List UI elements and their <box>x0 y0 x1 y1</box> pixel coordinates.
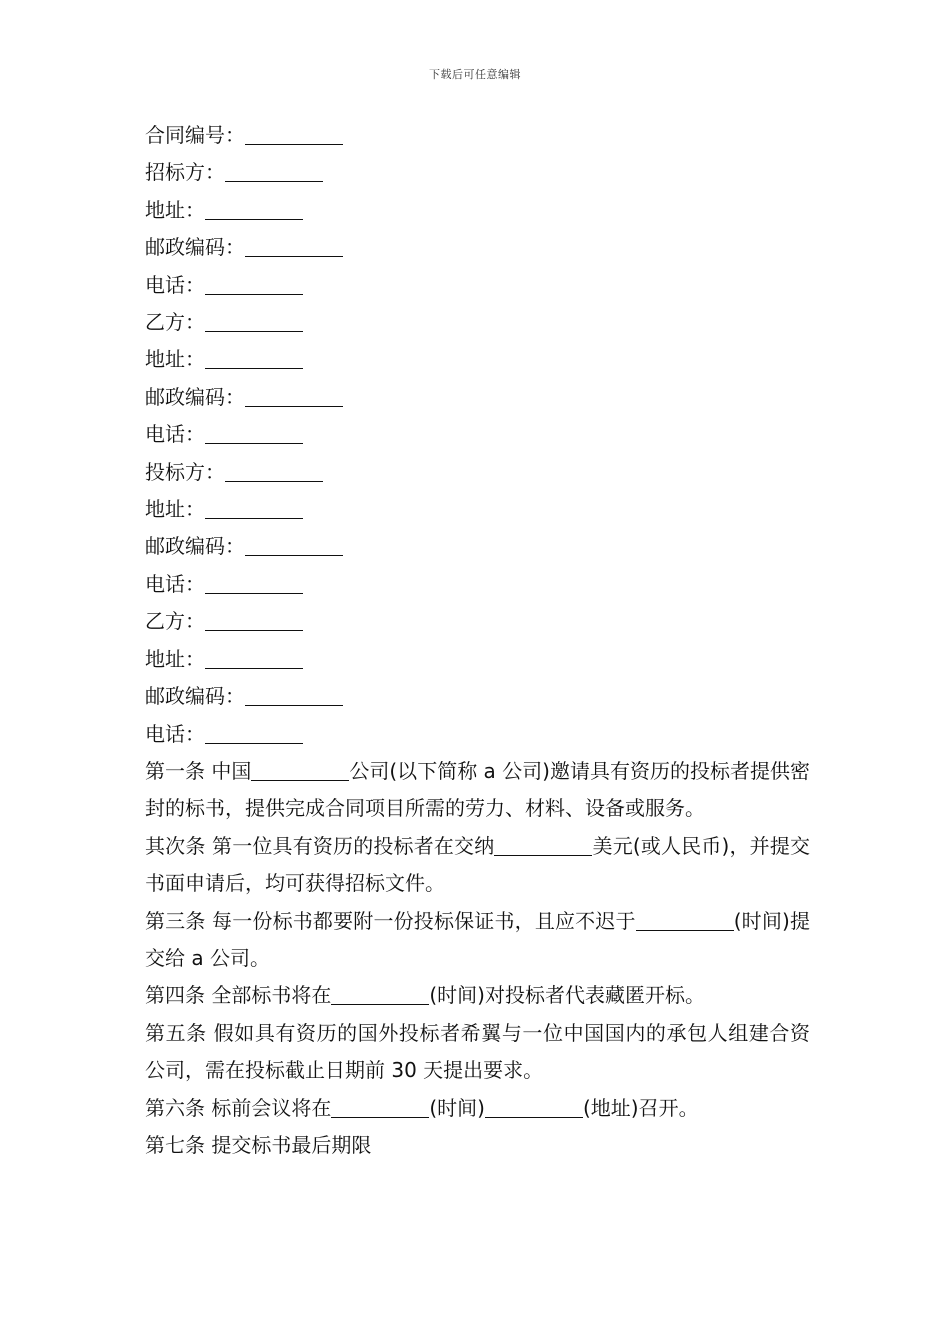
field-label: 邮政编码： <box>145 235 245 260</box>
field-address <box>145 192 810 229</box>
blank-line <box>205 311 303 332</box>
contract-body <box>145 117 810 1164</box>
blank-line <box>205 610 303 631</box>
field-phone <box>145 716 810 753</box>
field-party-b <box>145 603 810 640</box>
blank-line <box>205 723 303 744</box>
blank-line <box>494 835 592 856</box>
field-label: 电话： <box>145 571 205 596</box>
field-label: 招标方： <box>145 160 225 185</box>
blank-line <box>205 274 303 295</box>
blank-line <box>245 386 343 407</box>
field-party-b <box>145 304 810 341</box>
article-5: 第五条 假如具有资历的国外投标者希翼与一位中国国内的承包人组建合资公司，需在投标截止日期前 30 天提出要求。 <box>145 1020 810 1083</box>
field-phone <box>145 566 810 603</box>
article-2: 其次条 第一位具有资历的投标者在交纳 美元(或人民币)，并提交书面申请后，均可获得招标文件。 <box>145 833 811 896</box>
field-address <box>145 641 810 678</box>
field-label: 地址： <box>145 347 205 372</box>
blank-line <box>205 648 303 669</box>
field-label: 合同编号： <box>145 123 245 147</box>
blank-line <box>205 423 303 444</box>
field-address <box>145 341 810 378</box>
article-7: 第七条 提交标书最后期限 <box>145 1132 372 1157</box>
blank-line <box>331 984 429 1005</box>
field-tenderer <box>145 154 810 191</box>
field-label: 地址： <box>145 497 205 522</box>
blank-line <box>245 685 343 706</box>
article-1: 第一条 中国 公司(以下简称 a 公司)邀请具有资历的投标者提供密封的标书，提供完成合同项目所需的劳力、材料、设备或服务。 <box>145 758 811 821</box>
field-contract-number <box>145 117 810 154</box>
article-6: 第六条 标前会议将在 (时间) (地址)召开。 <box>145 1095 699 1120</box>
blank-line <box>225 461 323 482</box>
field-label: 投标方： <box>145 459 225 484</box>
field-label: 地址： <box>145 646 205 671</box>
blank-line <box>251 760 349 781</box>
blank-line <box>331 1097 429 1118</box>
blank-line <box>485 1097 583 1118</box>
field-address <box>145 491 810 528</box>
field-label: 乙方： <box>145 310 205 335</box>
field-label: 邮政编码： <box>145 684 245 709</box>
field-postcode <box>145 528 810 565</box>
field-phone <box>145 267 810 304</box>
blank-line <box>245 535 343 556</box>
blank-line <box>636 910 734 931</box>
article-4: 第四条 全部标书将在 (时间)对投标者代表藏匿开标。 <box>145 983 705 1008</box>
field-postcode <box>145 229 810 266</box>
blank-line <box>205 573 303 594</box>
field-label: 邮政编码： <box>145 534 245 559</box>
blank-line <box>205 199 303 220</box>
field-label: 乙方： <box>145 609 205 634</box>
field-label: 地址： <box>145 197 205 222</box>
blank-line <box>205 348 303 369</box>
field-label: 电话： <box>145 721 205 746</box>
field-bidder <box>145 454 810 491</box>
blank-line <box>245 236 343 257</box>
field-postcode <box>145 379 810 416</box>
blank-line <box>245 124 343 145</box>
blank-line <box>225 161 323 182</box>
field-label: 邮政编码： <box>145 384 245 409</box>
field-label: 电话： <box>145 272 205 297</box>
blank-line <box>205 498 303 519</box>
field-phone <box>145 416 810 453</box>
field-postcode <box>145 678 810 715</box>
header-note: 下载后可任意编辑 <box>429 68 521 81</box>
article-3: 第三条 每一份标书都要附一份投标保证书，且应不迟于 (时间)提交给 a 公司。 <box>145 908 811 970</box>
field-label: 电话： <box>145 422 205 447</box>
